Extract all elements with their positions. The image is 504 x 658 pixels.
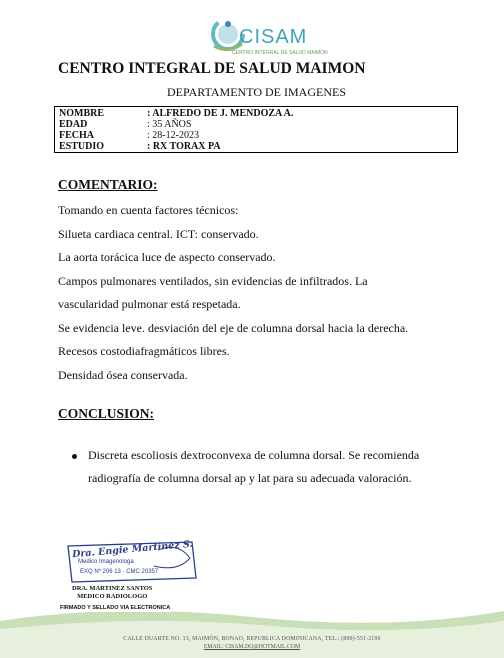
comment-line: Recesos costodiafragmáticos libres. bbox=[58, 344, 230, 358]
patient-name: : ALFREDO DE J. MENDOZA A. bbox=[147, 108, 294, 119]
signature-handwriting: Dra. Engie Martinez S. bbox=[71, 538, 194, 561]
info-row-study bbox=[59, 141, 453, 152]
doctor-title: MEDICO RADIOLOGO bbox=[77, 593, 148, 600]
comment-line: vascularidad pulmonar está respetada. bbox=[58, 297, 241, 311]
comment-line: Campos pulmonares ventilados, sin evidencias de infiltrados. La bbox=[58, 273, 368, 288]
comment-line: Densidad ósea conservada. bbox=[58, 367, 188, 382]
comment-line: La aorta torácica luce de aspecto conservado. bbox=[58, 250, 276, 264]
info-label: ESTUDIO bbox=[59, 141, 105, 152]
study-type: : RX TORAX PA bbox=[147, 141, 221, 152]
study-date: : 28-12-2023 bbox=[147, 130, 199, 141]
stamp-registration: EXQ Nº 206 13 · CMC 20357 bbox=[80, 569, 159, 575]
info-row-date bbox=[59, 130, 453, 141]
bullet-icon bbox=[72, 454, 77, 459]
cisam-logo bbox=[206, 10, 326, 60]
comment-line: Tomando en cuenta factores técnicos: bbox=[58, 203, 239, 217]
info-label: NOMBRE bbox=[59, 108, 104, 119]
stamp-specialty: Medico Imagenologa bbox=[78, 559, 134, 565]
comment-body bbox=[58, 199, 478, 387]
patient-info-box bbox=[54, 106, 458, 153]
conclusion-heading: CONCLUSION: bbox=[58, 406, 155, 421]
doctor-signature-block bbox=[72, 585, 152, 601]
logo-name: CISAM bbox=[239, 26, 308, 48]
electronic-signature-note: FIRMADO Y SELLADO VIA ELECTRONICA bbox=[60, 605, 171, 611]
doctor-name: DRA. MARTINEZ SANTOS bbox=[72, 585, 153, 592]
conclusion-text: Discreta escoliosis dextroconvexa de columna dorsal. Se recomienda radiografía de columna dorsal ap y lat para su adecuada valoración. bbox=[88, 448, 420, 485]
page-title: CENTRO INTEGRAL DE SALUD MAIMON bbox=[58, 60, 366, 77]
conclusion-list bbox=[72, 444, 432, 490]
comment-heading: COMENTARIO: bbox=[58, 177, 158, 192]
conclusion-item bbox=[72, 444, 432, 490]
department-title: DEPARTAMENTO DE IMAGENES bbox=[167, 85, 346, 99]
info-label: EDAD bbox=[59, 119, 88, 130]
comment-line: Se evidencia leve. desviación del eje de columna dorsal hacia la derecha. bbox=[58, 320, 409, 335]
patient-age: : 35 AÑOS bbox=[147, 119, 192, 130]
info-label: FECHA bbox=[59, 130, 94, 141]
comment-line: Silueta cardiaca central. ICT: conservado. bbox=[58, 226, 259, 241]
info-row-name bbox=[59, 108, 453, 119]
logo-tagline: CENTRO INTEGRAL DE SALUD MAIMON bbox=[232, 50, 328, 56]
footer-address: CALLE DUARTE NO. 13, MAIMÓN, BONAO, REPUBLICA DOMINICANA, TEL.: (809)-551-2196 bbox=[123, 636, 381, 642]
info-row-age bbox=[59, 119, 453, 130]
footer-email[interactable]: EMAIL: CISAM.DO@HOTMAIL.COM bbox=[203, 644, 301, 650]
